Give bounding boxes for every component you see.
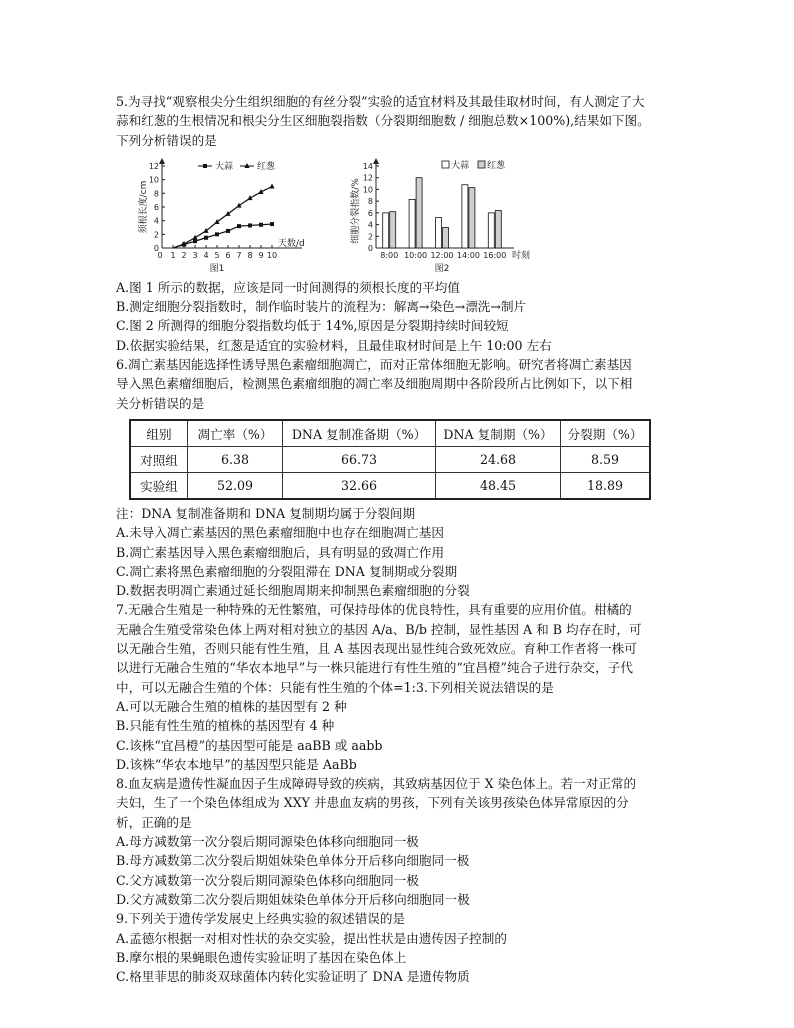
question-stem-line: 无融合生殖受常染色体上两对相对独立的基因 A/a、B/b 控制，显性基因 A 和 B 均存在时，可 xyxy=(116,621,642,637)
table-cell: 52.09 xyxy=(188,472,283,499)
question-stem-line: 夫妇，生了一个染色体组成为 XXY 并患血友病的男孩，下列有关该男孩染色体异常原因的分 xyxy=(116,795,629,811)
x-tick-label: 3 xyxy=(192,250,198,260)
data-point xyxy=(259,223,263,227)
legend-marker xyxy=(203,164,207,168)
question-stem-line: 5.为寻找“观察根尖分生组织细胞的有丝分裂”实验的适宜材料及其最佳取材时间，有人测定了大 xyxy=(116,94,645,109)
data-point xyxy=(270,222,274,226)
option-c: C.凋亡素将黑色素瘤细胞的分裂阻滞在 DNA 复制期或分裂期 xyxy=(116,563,458,579)
question-8 xyxy=(116,774,692,909)
x-tick-label: 12:00 xyxy=(430,250,454,260)
x-tick-label: 1 xyxy=(170,250,176,260)
legend-label: 大蒜 xyxy=(215,161,234,172)
table-cell: 对照组 xyxy=(130,446,188,472)
question-stem-line: 9.下列关于遗传学发展史上经典实验的叙述错误的是 xyxy=(116,911,406,927)
question-5-options xyxy=(116,278,692,355)
y-tick-label: 14 xyxy=(362,161,373,171)
x-tick-label: 16:00 xyxy=(483,250,507,260)
x-axis-label: 天数/d xyxy=(278,238,305,249)
x-tick-label: 4 xyxy=(203,250,209,260)
table-row xyxy=(130,446,650,472)
table-cell: 实验组 xyxy=(130,472,188,499)
x-tick-label: 8:00 xyxy=(380,250,399,260)
question-stem-line: 下列分析错误的是 xyxy=(116,132,217,148)
table-note: 注：DNA 复制准备期和 DNA 复制期均属于分裂间期 xyxy=(116,505,416,521)
option-b: B.摩尔根的果蝇眼色遗传实验证明了基因在染色体上 xyxy=(116,949,407,965)
question-stem-line: 8.血友病是遗传性凝血因子生成障碍导致的疾病，其致病基因位于 X 染色体上。若一对正常的 xyxy=(116,776,637,792)
data-point xyxy=(236,203,241,208)
question-stem-line: 蒜和红葱的生根情况和根尖分生区细胞裂指数（分裂期细胞数 / 细胞总数×100%),结果如下图。 xyxy=(116,113,650,129)
question-stem-line: 导入黑色素瘤细胞后，检测黑色素瘤细胞的凋亡率及细胞周期中各阶段所占比例如下，以下相 xyxy=(116,376,633,392)
question-stem-line: 7.无融合生殖是一种特殊的无性繁殖，可保持母体的优良特性，具有重要的应用价值。柑橘的 xyxy=(116,602,632,618)
table-row xyxy=(130,472,650,499)
y-tick-label: 4 xyxy=(367,220,373,230)
bar xyxy=(416,178,422,248)
bar xyxy=(495,210,501,247)
figure-1-line-chart xyxy=(116,154,316,276)
option-c: C.格里菲思的肺炎双球菌体内转化实验证明了 DNA 是遗传物质 xyxy=(116,969,470,985)
bar xyxy=(383,213,389,248)
data-point xyxy=(225,211,230,216)
table-cell: 24.68 xyxy=(436,446,561,472)
y-tick-label: 10 xyxy=(362,185,373,195)
figure-row xyxy=(116,154,692,276)
option-c: C.父方减数第一次分裂后期同源染色体移向细胞同一极 xyxy=(116,872,419,888)
option-a: A.母方减数第一次分裂后期同源染色体移向细胞同一极 xyxy=(116,834,419,850)
x-tick-label: 8 xyxy=(247,250,253,260)
figure-2-bar-chart xyxy=(348,154,548,276)
option-d: D.父方减数第二次分裂后期姐妹染色单体分开后移向细胞同一极 xyxy=(116,891,470,907)
option-c: C.图 2 所测得的细胞分裂指数均低于 14%,原因是分裂期持续时间较短 xyxy=(116,318,509,334)
question-9 xyxy=(116,909,692,986)
data-point xyxy=(226,229,230,233)
data-point xyxy=(248,223,252,227)
y-axis-arrow xyxy=(159,158,165,164)
legend-label: 红葱 xyxy=(487,160,506,171)
question-stem-line: 关分析错误的是 xyxy=(116,395,205,411)
legend-label: 红葱 xyxy=(257,161,276,172)
table-cell: 66.73 xyxy=(283,446,436,472)
data-point xyxy=(269,183,274,188)
question-stem-line: 以无融合生殖，否则只能有性生殖，且 A 基因表现出显性纯合致死效应。育种工作者将一株可 xyxy=(116,641,637,657)
option-b: B.母方减数第二次分裂后期姐妹染色单体分开后移向细胞同一极 xyxy=(116,853,470,869)
y-axis-label: 须根长度/cm xyxy=(139,180,149,234)
x-tick-label: 5 xyxy=(214,250,220,260)
option-b: B.只能有性生殖的植株的基因型有 4 种 xyxy=(116,718,335,734)
y-tick-label: 8 xyxy=(153,189,159,199)
table-header-cell: 分裂期（%） xyxy=(561,420,651,447)
question-6-options xyxy=(116,504,692,600)
option-a: A.可以无融合生殖的植株的基因型有 2 种 xyxy=(116,698,347,714)
data-point xyxy=(203,228,208,233)
question-stem-line: 以进行无融合生殖的“华农本地早”与一株只能进行有性生殖的“宜昌橙”纯合子进行杂交，子代 xyxy=(116,660,633,676)
x-tick-label: 7 xyxy=(236,250,242,260)
table-header-cell: 组别 xyxy=(130,420,188,447)
bar xyxy=(436,217,442,247)
table-cell: 6.38 xyxy=(188,446,283,472)
data-point xyxy=(193,239,197,243)
series-line xyxy=(173,224,272,248)
y-axis-label: 细胞分裂指数/% xyxy=(351,178,361,244)
legend-marker xyxy=(478,161,485,168)
table-header-cell: DNA 复制准备期（%） xyxy=(283,420,436,447)
bar xyxy=(390,212,396,248)
y-tick-label: 12 xyxy=(362,173,373,183)
y-tick-label: 2 xyxy=(153,230,159,240)
x-tick-label: 10:00 xyxy=(404,250,428,260)
legend-marker xyxy=(442,161,449,168)
y-tick-label: 0 xyxy=(367,243,373,253)
table-cell: 48.45 xyxy=(436,472,561,499)
y-tick-label: 0 xyxy=(153,243,159,253)
x-tick-label: 0 xyxy=(157,250,163,260)
x-tick-label: 2 xyxy=(181,250,187,260)
table-cell: 18.89 xyxy=(561,472,651,499)
question-stem-line: 析，正确的是 xyxy=(116,814,192,830)
question-7 xyxy=(116,600,692,774)
figure-title: 图2 xyxy=(434,263,450,274)
option-a: A.孟德尔根据一对相对性状的杂交实验，提出性状是由遗传因子控制的 xyxy=(116,930,507,946)
bar xyxy=(488,213,494,248)
bar xyxy=(443,227,449,248)
data-point xyxy=(214,219,219,224)
data-point xyxy=(204,236,208,240)
option-a: A.未导入凋亡素基因的黑色素瘤细胞中也存在细胞凋亡基因 xyxy=(116,525,444,541)
table-header-row xyxy=(130,420,650,447)
question-5 xyxy=(116,92,692,150)
y-tick-label: 6 xyxy=(153,202,159,212)
y-tick-label: 8 xyxy=(367,197,373,207)
x-tick-label: 9 xyxy=(258,250,264,260)
table-cell: 8.59 xyxy=(561,446,651,472)
question-stem-line: 6.凋亡素基因能选择性诱导黑色素瘤细胞凋亡，而对正常体细胞无影响。研究者将凋亡素基因 xyxy=(116,357,632,373)
option-b: B.凋亡素基因导入黑色素瘤细胞后，具有明显的致凋亡作用 xyxy=(116,544,445,560)
exam-page xyxy=(116,92,692,986)
bar xyxy=(462,185,468,248)
y-tick-label: 10 xyxy=(148,175,159,185)
x-axis-label: 时刻 xyxy=(512,250,531,261)
option-d: D.数据表明凋亡素通过延长细胞周期来抑制黑色素瘤细胞的分裂 xyxy=(116,583,470,599)
option-b: B.测定细胞分裂指数时，制作临时装片的流程为：解离→染色→漂洗→制片 xyxy=(116,299,527,315)
series-line xyxy=(173,186,272,248)
y-tick-label: 6 xyxy=(367,208,373,218)
x-tick-label: 6 xyxy=(225,250,231,260)
legend-label: 大蒜 xyxy=(451,160,470,171)
data-point xyxy=(215,232,219,236)
x-tick-label: 10 xyxy=(266,250,278,260)
data-point xyxy=(237,224,241,228)
option-a: A.图 1 所示的数据，应该是同一时间测得的须根长度的平均值 xyxy=(116,279,460,295)
table-cell: 32.66 xyxy=(283,472,436,499)
x-tick-label: 14:00 xyxy=(456,250,480,260)
bar xyxy=(409,199,415,248)
question-6 xyxy=(116,355,692,413)
option-d: D.该株“华农本地早”的基因型只能是 AaBb xyxy=(116,756,357,772)
y-axis-arrow xyxy=(373,158,379,164)
table-header-cell: DNA 复制期（%） xyxy=(436,420,561,447)
y-tick-label: 12 xyxy=(148,161,159,171)
bar xyxy=(469,188,475,248)
option-c: C.该株“宜昌橙”的基因型可能是 aaBB 或 aabb xyxy=(116,737,383,753)
data-table xyxy=(129,419,651,500)
y-tick-label: 4 xyxy=(153,216,159,226)
figure-title: 图1 xyxy=(209,263,225,274)
y-tick-label: 2 xyxy=(367,232,373,242)
option-d: D.依据实验结果，红葱是适宜的实验材料，且最佳取材时间是上午 10:00 左右 xyxy=(116,337,552,353)
question-stem-line: 中，可以无融合生殖的个体：只能有性生殖的个体=1:3.下列相关说法错误的是 xyxy=(116,679,554,695)
table-header-cell: 凋亡率（%） xyxy=(188,420,283,447)
